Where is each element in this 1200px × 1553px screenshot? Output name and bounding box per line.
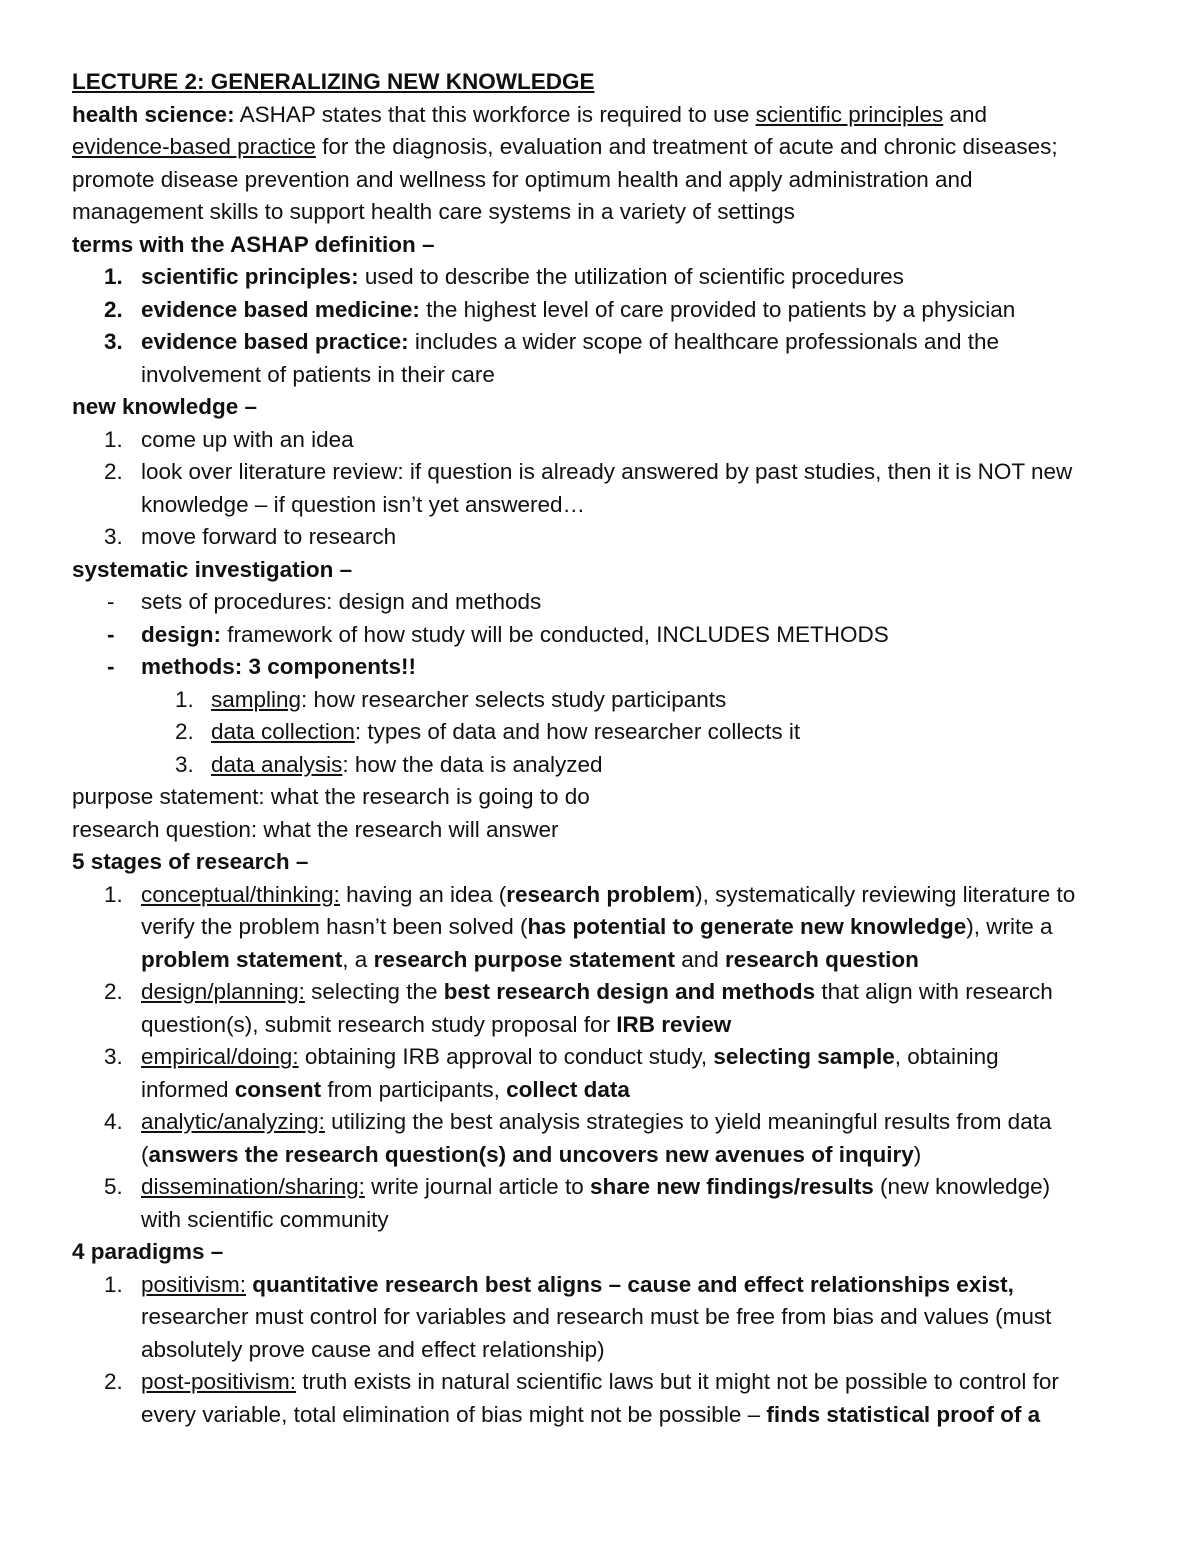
bold-text: finds statistical proof of a [766, 1401, 1041, 1427]
bold-text: share new findings/results [589, 1174, 874, 1199]
list-text: , obtaining [894, 1044, 999, 1069]
term-label: data analysis [211, 751, 343, 777]
list-item [72, 294, 1152, 327]
health-science-text-3: for the diagnosis, evaluation and treatment of acute and chronic diseases; [315, 134, 1058, 159]
list-text: ( [141, 1141, 149, 1167]
list-text: obtaining IRB approval to conduct study, [298, 1044, 714, 1069]
term-definition: the highest level of care provided to patients by a physician [419, 296, 1016, 322]
list-text: (new knowledge) [873, 1174, 1051, 1199]
list-item-continuation: absolutely prove cause and effect relationship) [141, 1336, 605, 1362]
list-number: 1. [104, 881, 123, 907]
lecture-notes-page [72, 66, 1152, 1431]
dash-bullet: - [107, 589, 115, 614]
stage-label: dissemination/sharing: [141, 1174, 365, 1199]
list-number: 1. [104, 264, 123, 289]
list-item-continuation: with scientific community [141, 1206, 389, 1232]
bold-text: , [1007, 1271, 1014, 1297]
list-item [72, 716, 1152, 749]
list-item-continuation [72, 944, 1152, 977]
list-text: write journal article to [364, 1174, 590, 1199]
list-text: question(s), submit research study proposal for [141, 1011, 617, 1037]
list-item-continuation: researcher must control for variables and research must be free from bias and values (must [141, 1304, 1052, 1329]
list-number: 2. [104, 459, 123, 484]
lecture-title: LECTURE 2: GENERALIZING NEW KNOWLEDGE [72, 69, 595, 94]
list-text: framework of how study will be conducted, INCLUDES METHODS [221, 621, 889, 647]
list-item [72, 456, 1152, 489]
list-text: ) [913, 1141, 922, 1167]
bold-text: selecting sample [713, 1044, 895, 1069]
list-item [72, 1366, 1152, 1399]
list-number: 3. [175, 751, 194, 777]
health-science-line-4: management skills to support health care systems in a variety of settings [72, 199, 795, 224]
list-text: informed [141, 1076, 235, 1102]
list-number: 5. [104, 1174, 123, 1199]
list-text: sets of procedures: design and methods [141, 589, 542, 614]
bold-text: IRB review [616, 1011, 732, 1037]
bold-text: consent [234, 1076, 322, 1102]
list-text: look over literature review: if question is already answered by past studies, then it is NOT new [141, 459, 1073, 484]
list-number: 2. [104, 979, 123, 1004]
health-science-line-2 [72, 131, 1152, 164]
term-definition: includes a wider scope of healthcare professionals and the [408, 329, 1000, 354]
list-item [72, 684, 1152, 717]
bold-text: research problem [506, 881, 696, 907]
list-text: : how the data is analyzed [342, 751, 603, 777]
health-science-term: health science: [72, 101, 235, 127]
list-text: and [674, 946, 725, 972]
list-item-continuation: knowledge – if question isn’t yet answered… [141, 491, 586, 517]
list-item-continuation [72, 1074, 1152, 1107]
health-science-text-1: ASHAP states that this workforce is required to use [234, 101, 756, 127]
stage-label: design/planning: [141, 979, 305, 1004]
health-science-text-2: and [943, 101, 988, 127]
ashap-terms-heading: terms with the ASHAP definition – [72, 231, 435, 257]
list-text: ), write a [966, 914, 1053, 939]
bold-text: problem statement [141, 946, 343, 972]
list-text: verify the problem hasn’t been solved ( [141, 914, 528, 939]
list-text: from participants, [321, 1076, 507, 1102]
list-text: , a [342, 946, 374, 972]
list-text: truth exists in natural scientific laws but it might not be possible to control for [296, 1369, 1059, 1394]
stages-heading: 5 stages of research – [72, 849, 309, 874]
list-item [72, 521, 1152, 554]
list-item [72, 1106, 1152, 1139]
paradigm-label: positivism: [141, 1271, 247, 1297]
list-number: 1. [104, 1271, 123, 1297]
list-number: 3. [104, 329, 123, 354]
list-item [72, 326, 1152, 359]
list-item [72, 1269, 1152, 1302]
stage-label: empirical/doing: [141, 1044, 299, 1069]
term-label: evidence based medicine: [141, 296, 420, 322]
list-item-continuation [72, 911, 1152, 944]
purpose-statement-line: purpose statement: what the research is going to do [72, 784, 590, 809]
new-knowledge-heading: new knowledge – [72, 394, 258, 419]
term-label: data collection [211, 719, 355, 744]
bold-text: research question [725, 946, 919, 972]
evidence-based-practice-underline: evidence-based practice [72, 134, 316, 159]
dash-bullet: - [107, 621, 115, 647]
list-number: 1. [175, 686, 194, 712]
list-text: : types of data and how researcher collects it [354, 719, 801, 744]
list-item-continuation [72, 1009, 1152, 1042]
research-question-line: research question: what the research will answer [72, 816, 559, 842]
list-item-continuation [72, 1399, 1152, 1432]
term-label: sampling [211, 686, 302, 712]
list-item [72, 261, 1152, 294]
list-number: 1. [104, 426, 123, 452]
term-label: evidence based practice: [141, 329, 409, 354]
bold-text: answers the research question(s) and uncovers new avenues of inquiry [148, 1141, 914, 1167]
list-number: 2. [104, 296, 123, 322]
bold-text: collect data [506, 1076, 630, 1102]
systematic-investigation-heading: systematic investigation – [72, 556, 353, 582]
list-item [72, 976, 1152, 1009]
list-number: 3. [104, 524, 123, 549]
bold-text: has potential to generate new knowledge [527, 914, 967, 939]
list-text: every variable, total elimination of bias might not be possible – [141, 1401, 767, 1427]
health-science-line-3: promote disease prevention and wellness for optimum health and apply administration and [72, 166, 973, 192]
list-number: 2. [175, 719, 194, 744]
list-number: 3. [104, 1044, 123, 1069]
scientific-principles-underline: scientific principles [755, 101, 944, 127]
dash-bullet: - [107, 654, 115, 679]
list-item [72, 1041, 1152, 1074]
term-definition: used to describe the utilization of scientific procedures [358, 264, 904, 289]
list-text: move forward to research [141, 524, 397, 549]
stage-label: analytic/analyzing: [141, 1109, 325, 1134]
health-science-line-1 [72, 99, 1152, 132]
list-number: 4. [104, 1109, 123, 1134]
paradigms-heading: 4 paradigms – [72, 1239, 224, 1264]
list-text: ), systematically reviewing literature to [695, 881, 1076, 907]
list-item [72, 586, 1152, 619]
list-text: utilizing the best analysis strategies to yield meaningful results from data [324, 1109, 1052, 1134]
list-number: 2. [104, 1369, 123, 1394]
list-text: having an idea ( [339, 881, 507, 907]
list-text: : how researcher selects study participants [301, 686, 727, 712]
bold-text: quantitative research best aligns – cause and effect relationships exist [252, 1271, 1008, 1297]
list-item-continuation: involvement of patients in their care [141, 361, 495, 387]
term-label: scientific principles: [141, 264, 359, 289]
list-item [72, 651, 1152, 684]
list-item [72, 424, 1152, 457]
list-item [72, 749, 1152, 782]
list-item [72, 619, 1152, 652]
bold-text: research purpose statement [373, 946, 675, 972]
list-item [72, 1171, 1152, 1204]
list-item-continuation [72, 1139, 1152, 1172]
paradigm-label: post-positivism: [141, 1369, 297, 1394]
list-text: selecting the [304, 979, 444, 1004]
bold-text: best research design and methods [443, 979, 816, 1004]
term-label: design: [141, 621, 222, 647]
stage-label: conceptual/thinking: [141, 881, 340, 907]
list-text: that align with research [815, 979, 1053, 1004]
list-text: come up with an idea [141, 426, 354, 452]
list-item [72, 879, 1152, 912]
term-label: methods: 3 components!! [141, 654, 417, 679]
